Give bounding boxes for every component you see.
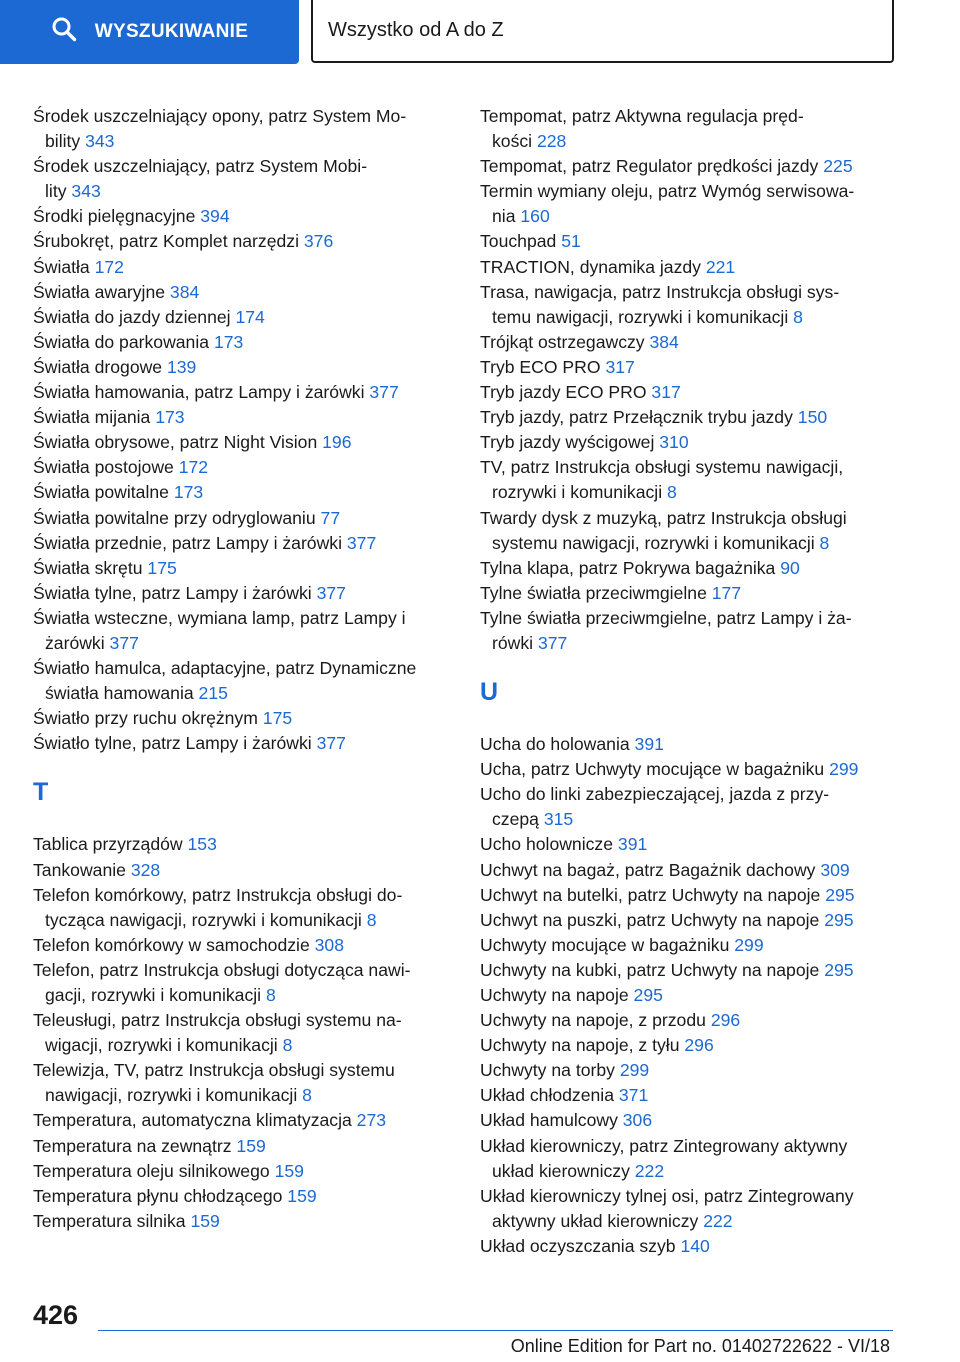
index-entry-text: gacji, rozrywki i komunikacji: [45, 985, 262, 1005]
index-entry[interactable]: [33, 355, 463, 380]
index-entry-text: Układ kierowniczy tylnej osi, patrz Zintegrowany: [480, 1185, 854, 1206]
index-entry[interactable]: [33, 706, 463, 731]
index-entry-text: Tryb jazdy wyścigowej: [480, 432, 655, 453]
index-entry[interactable]: [33, 832, 463, 857]
index-entry[interactable]: [480, 1083, 910, 1108]
index-entry-text: Temperatura na zewnątrz: [33, 1135, 232, 1156]
page-reference-link[interactable]: 222: [634, 1160, 665, 1181]
section-heading: U: [480, 678, 499, 707]
index-entry-text: lity: [45, 181, 67, 202]
index-entry[interactable]: [480, 255, 910, 280]
index-entry-text: Światła skrętu: [33, 557, 143, 578]
index-entry[interactable]: [33, 455, 463, 480]
page-reference-link[interactable]: 384: [169, 281, 200, 302]
index-entry[interactable]: [480, 1058, 910, 1083]
index-entry-text: Telewizja, TV, patrz Instrukcja obsługi systemu: [33, 1060, 395, 1081]
page-reference-link[interactable]: 343: [71, 181, 101, 202]
index-entry[interactable]: [33, 933, 463, 958]
index-entry-text: Układ hamulcowy: [480, 1110, 618, 1131]
page-reference-link[interactable]: 394: [200, 206, 230, 227]
page-reference-link[interactable]: 377: [316, 582, 346, 603]
index-entry-text: Uchwyty na kubki, patrz Uchwyty na napoje: [480, 959, 820, 980]
index-entry[interactable]: [33, 606, 463, 656]
index-entry-text: Światła do parkowania: [33, 331, 210, 352]
index-column-right: [480, 104, 910, 1259]
page-reference-link[interactable]: 295: [825, 884, 855, 905]
index-entry-text: Tylna klapa, patrz Pokrywa bagażnika: [480, 557, 776, 578]
index-entry[interactable]: [480, 958, 910, 983]
page-reference-link[interactable]: 139: [166, 356, 197, 377]
index-entry-text: TV, patrz Instrukcja obsługi systemu nawigacji,: [480, 457, 844, 478]
index-entry[interactable]: [33, 1058, 463, 1108]
page-reference-link[interactable]: 296: [684, 1035, 714, 1056]
index-entry-text: TRACTION, dynamika jazdy: [480, 256, 701, 277]
index-entry[interactable]: [480, 1033, 910, 1058]
page-reference-link[interactable]: 317: [605, 356, 635, 377]
top-navigation: [0, 0, 960, 66]
index-entry[interactable]: [480, 355, 910, 380]
index-entry[interactable]: [480, 883, 910, 908]
page-reference-link[interactable]: 296: [710, 1010, 741, 1031]
index-entry-text: Światło przy ruchu okrężnym: [33, 708, 258, 729]
page-reference-link[interactable]: 295: [824, 959, 854, 980]
page-reference-link[interactable]: 140: [680, 1235, 710, 1256]
page-reference-link[interactable]: 153: [187, 834, 217, 855]
page-reference-link[interactable]: 377: [316, 733, 346, 754]
index-entry[interactable]: [480, 732, 910, 757]
index-entry-text: Ucho holownicze: [480, 834, 614, 855]
index-entry[interactable]: [480, 1134, 910, 1184]
page-reference-link[interactable]: 8: [667, 482, 677, 503]
index-entry[interactable]: [480, 1234, 910, 1259]
index-entry[interactable]: [480, 757, 910, 782]
index-entry-text: Uchwyty na napoje: [480, 985, 629, 1005]
index-entry[interactable]: [33, 656, 463, 706]
page-reference-link[interactable]: 309: [820, 859, 850, 880]
index-entry[interactable]: [480, 1008, 910, 1033]
page-reference-link[interactable]: 173: [155, 407, 185, 428]
edition-note: Online Edition for Part no. 01402722622 - VI/18: [510, 1336, 890, 1356]
page-reference-link[interactable]: 308: [314, 934, 344, 955]
index-entry[interactable]: [33, 405, 463, 430]
index-entry-text: aktywny układ kierowniczy: [492, 1210, 699, 1231]
page-reference-link[interactable]: 299: [734, 934, 764, 955]
index-entry[interactable]: [33, 556, 463, 581]
index-entry[interactable]: [33, 280, 463, 305]
index-entry[interactable]: [33, 1108, 463, 1133]
index-entry-text: Ucha, patrz Uchwyty mocujące w bagażniku: [480, 759, 825, 780]
page-reference-link[interactable]: 215: [198, 683, 228, 704]
page-reference-link[interactable]: 160: [520, 206, 550, 227]
index-entry[interactable]: [480, 858, 910, 883]
index-entry-text: Tylne światła przeciwmgielne: [480, 582, 707, 603]
index-entry-text: Tankowanie: [33, 859, 126, 880]
page-reference-link[interactable]: 315: [543, 809, 574, 830]
page-reference-link[interactable]: 377: [369, 382, 399, 403]
a-to-z-tab[interactable]: [311, 0, 894, 63]
search-icon: [51, 16, 77, 48]
index-entry[interactable]: [33, 506, 463, 531]
index-entry-text: Tryb ECO PRO: [480, 356, 601, 377]
index-entry-text: Telefon, patrz Instrukcja obsługi dotycząca nawi-: [33, 959, 411, 980]
index-entry-text: Telefon komórkowy, patrz Instrukcja obsługi do-: [33, 884, 403, 905]
index-entry-text: żarówki: [45, 632, 105, 653]
index-entry-text: Uchwyty na napoje, z tyłu: [480, 1035, 680, 1056]
page-reference-link[interactable]: 159: [190, 1210, 220, 1231]
index-entry-text: czepą: [492, 809, 539, 830]
index-entry[interactable]: [33, 1134, 463, 1159]
page-reference-link[interactable]: 317: [651, 382, 681, 403]
index-entry[interactable]: [33, 480, 463, 505]
index-entry-text: Światła wsteczne, wymiana lamp, patrz Lampy i: [33, 607, 406, 628]
page-reference-link[interactable]: 77: [320, 507, 341, 528]
page-reference-link[interactable]: 221: [705, 256, 736, 277]
page-reference-link[interactable]: 225: [823, 156, 853, 177]
search-button[interactable]: [0, 0, 299, 64]
index-entry-text: Ucho do linki zabezpieczającej, jazda z przy-: [480, 784, 830, 805]
page-reference-link[interactable]: 377: [537, 632, 568, 653]
index-entry[interactable]: [33, 531, 463, 556]
index-entry[interactable]: [480, 330, 910, 355]
index-entry[interactable]: [33, 958, 463, 1008]
index-entry-text: Układ kierowniczy, patrz Zintegrowany aktywny: [480, 1135, 848, 1156]
index-entry-text: Światło tylne, patrz Lampy i żarówki: [33, 733, 312, 754]
index-entry[interactable]: [480, 1184, 910, 1234]
index-entry[interactable]: [480, 229, 910, 254]
index-entry[interactable]: [33, 581, 463, 606]
index-entry[interactable]: [33, 255, 463, 280]
index-entry[interactable]: [480, 280, 910, 330]
index-entry[interactable]: [480, 933, 910, 958]
index-entry-text: Uchwyty na napoje, z przodu: [480, 1010, 706, 1031]
index-entry-text: Temperatura, automatyczna klimatyzacja: [33, 1110, 352, 1131]
section-heading: T: [33, 778, 49, 807]
page-reference-link[interactable]: 150: [797, 407, 828, 428]
index-entry[interactable]: [33, 883, 463, 933]
index-entry-text: Środki pielęgnacyjne: [33, 206, 196, 227]
index-entry[interactable]: [33, 104, 463, 154]
index-entry[interactable]: [33, 1184, 463, 1209]
page-reference-link[interactable]: 310: [659, 432, 689, 453]
page-reference-link[interactable]: 8: [819, 532, 830, 553]
page-number: 426: [33, 1300, 79, 1330]
page-reference-link[interactable]: 343: [85, 131, 115, 152]
index-entry[interactable]: [480, 1108, 910, 1133]
index-entry[interactable]: [480, 556, 910, 581]
index-entry-text: Światła drogowe: [33, 356, 163, 377]
index-entry[interactable]: [480, 430, 910, 455]
index-entry-text: Światła tylne, patrz Lampy i żarówki: [33, 582, 312, 603]
index-entry-text: Twardy dysk z muzyką, patrz Instrukcja obsługi: [480, 507, 847, 528]
index-entry[interactable]: [33, 1008, 463, 1058]
page-reference-link[interactable]: 376: [303, 231, 334, 252]
index-entry[interactable]: [33, 1209, 463, 1234]
index-entry[interactable]: [480, 983, 910, 1008]
page-reference-link[interactable]: 295: [633, 985, 663, 1005]
index-entry-text: Uchwyty na torby: [480, 1060, 615, 1081]
index-entry-text: Ucha do holowania: [480, 734, 630, 755]
index-column-left: [33, 104, 463, 1234]
index-entry-text: układ kierowniczy: [492, 1160, 630, 1181]
page-reference-link[interactable]: 172: [94, 256, 124, 277]
index-entry-text: Tempomat, patrz Aktywna regulacja pręd-: [480, 106, 804, 126]
page-reference-link[interactable]: 306: [622, 1110, 653, 1131]
index-entry[interactable]: [480, 832, 910, 857]
index-entry-text: Układ chłodzenia: [480, 1085, 614, 1106]
index-entry-text: Teleusługi, patrz Instrukcja obsługi systemu na-: [33, 1010, 402, 1031]
index-entry-text: Światła postojowe: [33, 457, 174, 478]
index-entry[interactable]: [480, 455, 910, 505]
index-entry-text: Środek uszczelniający opony, patrz System Mo-: [33, 106, 407, 126]
search-button-label: WYSZUKIWANIE: [94, 21, 249, 42]
footer-divider: [98, 1330, 893, 1331]
page-reference-link[interactable]: 159: [236, 1135, 266, 1156]
index-entry-text: Tryb jazdy, patrz Przełącznik trybu jazdy: [480, 407, 793, 428]
index-entry-text: Tablica przyrządów: [33, 834, 183, 855]
index-entry[interactable]: [33, 858, 463, 883]
page-reference-link[interactable]: 173: [213, 331, 244, 352]
page-reference-link[interactable]: 159: [287, 1185, 317, 1206]
page-reference-link[interactable]: 391: [634, 734, 664, 755]
index-entry-text: Układ oczyszczania szyb: [480, 1235, 676, 1256]
index-entry-text: rozrywki i komunikacji: [492, 482, 663, 503]
index-entry-text: Światła przednie, patrz Lampy i żarówki: [33, 532, 342, 553]
page-reference-link[interactable]: 196: [322, 432, 352, 453]
page-reference-link[interactable]: 228: [536, 131, 567, 152]
page-reference-link[interactable]: 299: [829, 759, 859, 780]
page-reference-link[interactable]: 273: [356, 1110, 387, 1131]
index-entry-text: Światła obrysowe, patrz Night Vision: [33, 432, 318, 453]
index-entry-text: bility: [45, 131, 81, 152]
index-entry[interactable]: [480, 506, 910, 556]
page-reference-link[interactable]: 172: [178, 457, 209, 478]
page-reference-link[interactable]: 8: [793, 306, 803, 327]
page-reference-link[interactable]: 8: [265, 985, 276, 1005]
index-entry-text: tycząca nawigacji, rozrywki i komunikacji: [45, 909, 362, 930]
page-reference-link[interactable]: 391: [617, 834, 648, 855]
index-entry-text: Tryb jazdy ECO PRO: [480, 382, 647, 403]
page-reference-link[interactable]: 90: [780, 557, 800, 578]
index-entry-text: Światło hamulca, adaptacyjne, patrz Dynamiczne: [33, 658, 417, 679]
index-entry-text: Touchpad: [480, 231, 557, 252]
index-entry-text: rówki: [492, 632, 534, 653]
index-entry[interactable]: [480, 179, 910, 229]
index-entry[interactable]: [33, 305, 463, 330]
index-entry-text: Temperatura płynu chłodzącego: [33, 1185, 283, 1206]
index-entry-text: Światła hamowania, patrz Lampy i żarówki: [33, 382, 365, 403]
a-to-z-tab-label: Wszystko od A do Z: [328, 19, 504, 41]
index-entry-text: Śrubokręt, patrz Komplet narzędzi: [33, 231, 299, 252]
page-reference-link[interactable]: 8: [282, 1035, 293, 1056]
page-reference-link[interactable]: 175: [147, 557, 177, 578]
index-entry-text: Światła: [33, 256, 90, 277]
index-entry-text: Uchwyt na butelki, patrz Uchwyty na napoje: [480, 884, 821, 905]
index-entry-text: Środek uszczelniający, patrz System Mobi-: [33, 156, 368, 177]
page-reference-link[interactable]: 8: [302, 1085, 312, 1106]
page-reference-link[interactable]: 222: [703, 1210, 733, 1231]
index-entry[interactable]: [33, 380, 463, 405]
page-reference-link[interactable]: 377: [109, 632, 139, 653]
page-reference-link[interactable]: 173: [173, 482, 204, 503]
index-entry[interactable]: [480, 380, 910, 405]
page-reference-link[interactable]: 8: [366, 909, 377, 930]
index-entry[interactable]: [480, 405, 910, 430]
index-entry-text: Trasa, nawigacja, patrz Instrukcja obsługi sys-: [480, 281, 840, 302]
index-entry-text: nawigacji, rozrywki i komunikacji: [45, 1085, 298, 1106]
index-entry-text: światła hamowania: [45, 683, 194, 704]
page-reference-link[interactable]: 295: [824, 909, 854, 930]
page-reference-link[interactable]: 384: [649, 331, 679, 352]
index-entry[interactable]: [33, 731, 463, 756]
page-reference-link[interactable]: 177: [711, 582, 742, 603]
page-reference-link[interactable]: 371: [618, 1085, 649, 1106]
index-entry-text: Światła do jazdy dziennej: [33, 306, 231, 327]
index-entry-text: wigacji, rozrywki i komunikacji: [45, 1035, 278, 1056]
index-entry-text: Światła awaryjne: [33, 281, 166, 302]
index-entry[interactable]: [480, 581, 910, 606]
index-entry-text: temu nawigacji, rozrywki i komunikacji: [492, 306, 789, 327]
index-entry-text: Termin wymiany oleju, patrz Wymóg serwisowa-: [480, 181, 855, 202]
page-reference-link[interactable]: 175: [262, 708, 293, 729]
index-entry-text: Światła powitalne: [33, 482, 169, 503]
index-entry[interactable]: [480, 606, 910, 656]
index-entry[interactable]: [33, 1159, 463, 1184]
index-entry[interactable]: [480, 154, 910, 179]
index-entry[interactable]: [33, 204, 463, 229]
page-reference-link[interactable]: 51: [561, 231, 581, 252]
page-reference-link[interactable]: 159: [274, 1160, 304, 1181]
index-entry[interactable]: [480, 782, 910, 832]
index-entry-text: nia: [492, 206, 516, 227]
index-entry[interactable]: [480, 908, 910, 933]
index-entry[interactable]: [33, 229, 463, 254]
page-reference-link[interactable]: 328: [130, 859, 161, 880]
index-entry-text: Temperatura oleju silnikowego: [33, 1160, 270, 1181]
index-entry-text: kości: [492, 131, 533, 152]
index-entry-text: Uchwyt na bagaż, patrz Bagażnik dachowy: [480, 859, 816, 880]
index-entry-text: Temperatura silnika: [33, 1210, 186, 1231]
index-entry-text: Tylne światła przeciwmgielne, patrz Lampy i ża-: [480, 607, 852, 628]
index-entry-text: Tempomat, patrz Regulator prędkości jazdy: [480, 156, 819, 177]
index-entry[interactable]: [33, 430, 463, 455]
page-reference-link[interactable]: 377: [346, 532, 377, 553]
index-entry-text: Światła powitalne przy odryglowaniu: [33, 507, 316, 528]
index-entry-text: Uchwyty mocujące w bagażniku: [480, 934, 730, 955]
page-reference-link[interactable]: 299: [619, 1060, 650, 1081]
index-entry[interactable]: [480, 104, 910, 154]
index-entry[interactable]: [33, 330, 463, 355]
page-reference-link[interactable]: 174: [235, 306, 265, 327]
index-entry-text: Trójkąt ostrzegawczy: [480, 331, 645, 352]
index-entry-text: Telefon komórkowy w samochodzie: [33, 934, 310, 955]
index-entry-text: Światła mijania: [33, 407, 151, 428]
index-entry-text: Uchwyt na puszki, patrz Uchwyty na napoje: [480, 909, 820, 930]
index-entry[interactable]: [33, 154, 463, 204]
index-entry-text: systemu nawigacji, rozrywki i komunikacji: [492, 532, 815, 553]
